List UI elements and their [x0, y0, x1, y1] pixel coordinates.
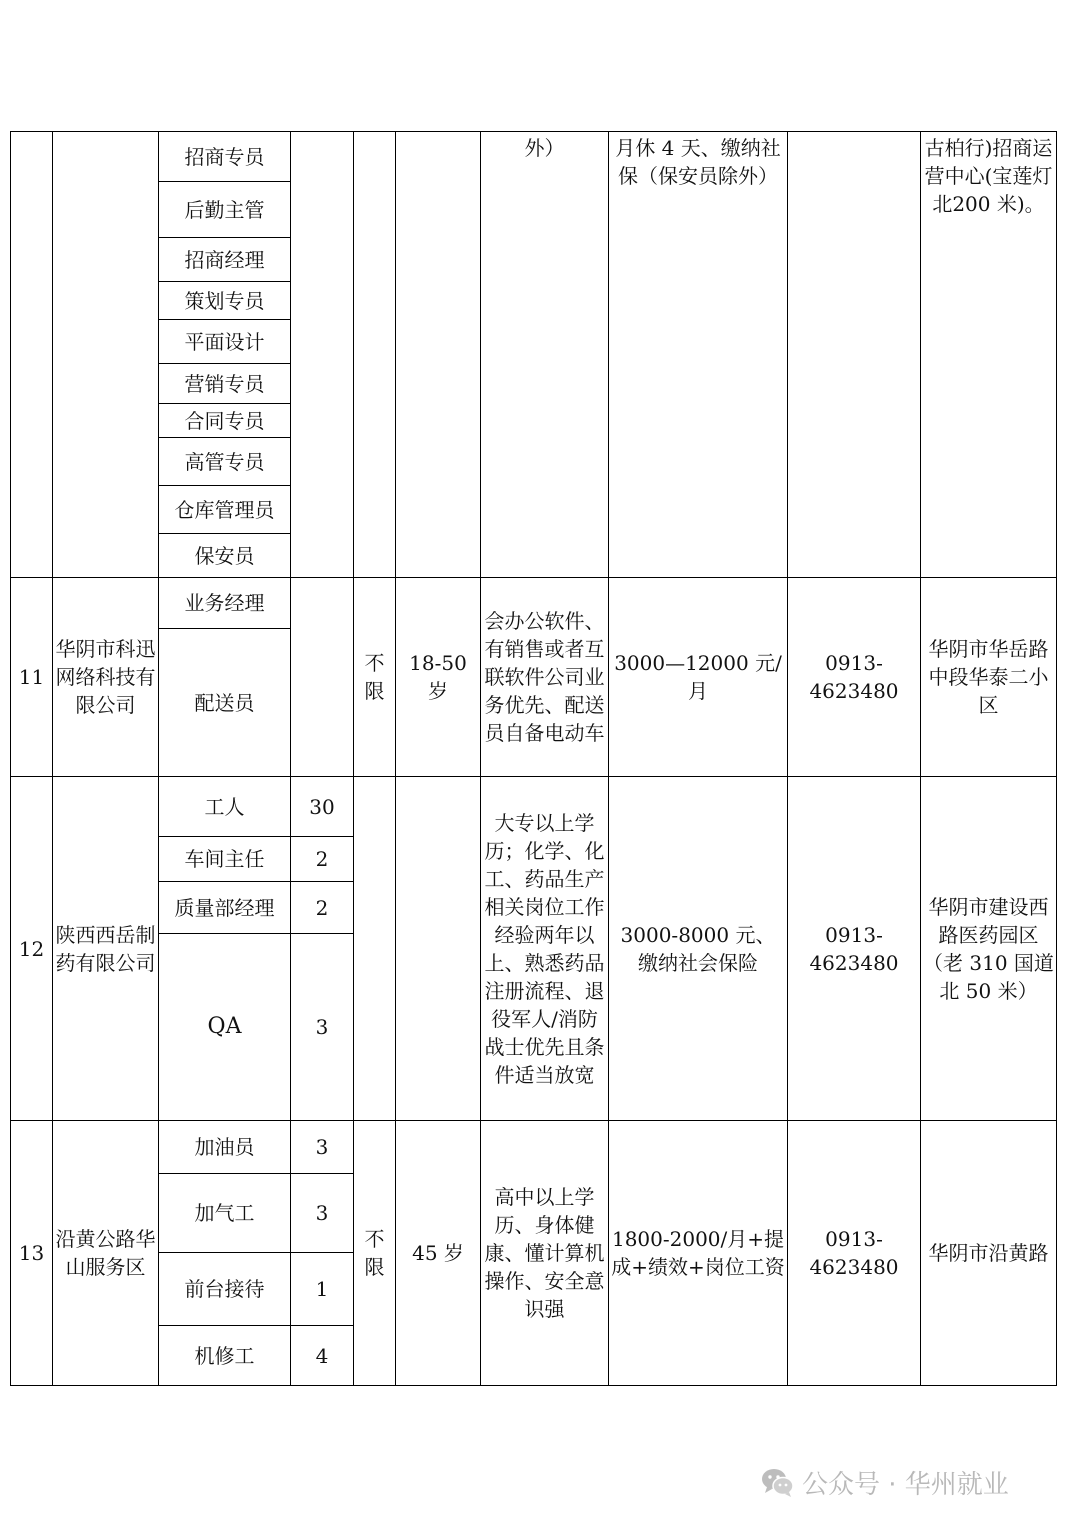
position-count: 4: [291, 1326, 354, 1386]
salary-benefits: 3000-8000 元、缴纳社会保险: [609, 777, 788, 1121]
salary-benefits: 1800-2000/月+提成+绩效+岗位工资: [609, 1121, 788, 1386]
position-title: 保安员: [159, 534, 291, 578]
position-title: 质量部经理: [159, 882, 291, 934]
job-listing-table: [10, 131, 1057, 1386]
work-address: 华阴市建设西路医药园区（老 310 国道北 50 米）: [921, 777, 1057, 1121]
position-title: 仓库管理员: [159, 486, 291, 534]
company-name: [53, 132, 159, 578]
position-count: 30: [291, 777, 354, 837]
row-number: [11, 132, 53, 578]
job-requirements: 会办公软件、有销售或者互联软件公司业务优先、配送员自备电动车: [481, 578, 609, 777]
position-count: 2: [291, 837, 354, 882]
gender-requirement: [354, 132, 396, 578]
job-requirements: 大专以上学历；化学、化工、药品生产相关岗位工作经验两年以上、熟悉药品注册流程、退役军人/消防战士优先且条件适当放宽: [481, 777, 609, 1121]
position-count: 3: [291, 934, 354, 1121]
job-requirements: 外）: [481, 132, 609, 578]
position-title: 高管专员: [159, 438, 291, 486]
position-count: [291, 132, 354, 578]
row-number: 13: [11, 1121, 53, 1386]
table-row: [11, 1121, 1057, 1174]
position-title: 工人: [159, 777, 291, 837]
job-requirements: 高中以上学历、身体健康、懂计算机操作、安全意识强: [481, 1121, 609, 1386]
position-count: [291, 578, 354, 777]
position-count: 2: [291, 882, 354, 934]
contact-phone: 0913-4623480: [788, 578, 921, 777]
contact-phone: 0913-4623480: [788, 777, 921, 1121]
position-title: 机修工: [159, 1326, 291, 1386]
gender-requirement: [354, 777, 396, 1121]
company-name: 陕西西岳制药有限公司: [53, 777, 159, 1121]
contact-phone: [788, 132, 921, 578]
position-count: 3: [291, 1121, 354, 1174]
company-name: 沿黄公路华山服务区: [53, 1121, 159, 1386]
position-count: 3: [291, 1174, 354, 1253]
table-row: [11, 578, 1057, 629]
position-title: 营销专员: [159, 364, 291, 404]
row-number: 12: [11, 777, 53, 1121]
watermark: [760, 1464, 1009, 1500]
age-requirement: 45 岁: [396, 1121, 481, 1386]
position-title: 业务经理: [159, 578, 291, 629]
row-number: 11: [11, 578, 53, 777]
position-title: 后勤主管: [159, 182, 291, 238]
age-requirement: 18-50 岁: [396, 578, 481, 777]
salary-benefits: 3000—12000 元/月: [609, 578, 788, 777]
position-title: 合同专员: [159, 404, 291, 438]
table-row: [11, 132, 1057, 182]
contact-phone: 0913-4623480: [788, 1121, 921, 1386]
position-title: 招商经理: [159, 238, 291, 282]
age-requirement: [396, 132, 481, 578]
position-title: 前台接待: [159, 1253, 291, 1326]
work-address: 华阴市沿黄路: [921, 1121, 1057, 1386]
wechat-icon: [760, 1464, 796, 1500]
age-requirement: [396, 777, 481, 1121]
position-count: 1: [291, 1253, 354, 1326]
position-title: 招商专员: [159, 132, 291, 182]
work-address: 华阴市华岳路中段华泰二小区: [921, 578, 1057, 777]
salary-benefits: 月休 4 天、缴纳社保（保安员除外）: [609, 132, 788, 578]
position-title: 加油员: [159, 1121, 291, 1174]
table-row: [11, 777, 1057, 837]
position-title: QA: [159, 934, 291, 1121]
position-title: 加气工: [159, 1174, 291, 1253]
position-title: 车间主任: [159, 837, 291, 882]
watermark-text: 公众号 · 华州就业: [802, 1469, 1009, 1500]
position-title: 平面设计: [159, 320, 291, 364]
position-title: 配送员: [159, 629, 291, 777]
gender-requirement: 不限: [354, 578, 396, 777]
company-name: 华阴市科迅网络科技有限公司: [53, 578, 159, 777]
position-title: 策划专员: [159, 282, 291, 320]
gender-requirement: 不限: [354, 1121, 396, 1386]
work-address: 古柏行)招商运营中心(宝莲灯北200 米)。: [921, 132, 1057, 578]
